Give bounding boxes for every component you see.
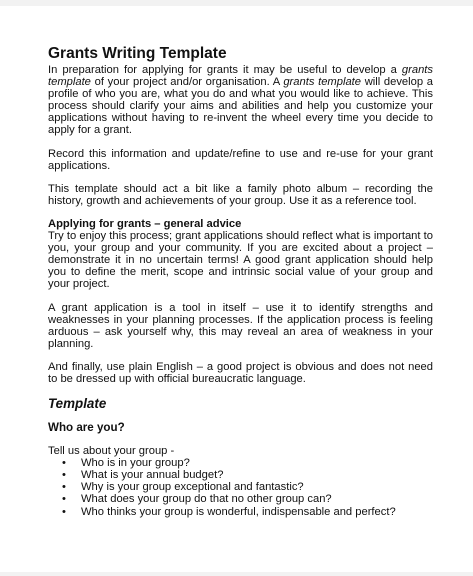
intro-paragraph-2: Record this information and update/refine to use and re-use for your grant applications. <box>48 147 433 172</box>
list-item-text: What is your annual budget? <box>81 469 224 482</box>
advice-paragraph-2: A grant application is a tool in itself – use it to identify strengths and weaknesses in your planning processes. If the application process is feeling arduous – ask yourself why, this may reveal an area of weakness in your planning. <box>48 301 433 350</box>
list-item-text: Who thinks your group is wonderful, indispensable and perfect? <box>81 505 396 518</box>
list-item <box>48 457 433 469</box>
intro-emphasis-2: grants template <box>283 76 362 89</box>
list-item <box>48 493 433 505</box>
template-heading: Template <box>48 396 107 412</box>
advice-paragraph-3: And finally, use plain English – a good project is obvious and does not need to be dressed up with official bureaucratic language. <box>48 360 433 385</box>
intro-text-c: of your project and/or organisation. A <box>90 76 284 89</box>
bottom-margin-strip <box>0 572 473 576</box>
advice-paragraph-1: Try to enjoy this process; grant applications should reflect what is important to you, your group and your community. If you are excited about a project – demonstrate it in no uncertain terms! A good grant application should help you to define the merit, scope and intrinsic social value of your group and your project. <box>48 230 433 291</box>
list-item <box>48 506 433 518</box>
list-item-text: Why is your group exceptional and fantastic? <box>81 481 304 494</box>
bullet-icon: • <box>62 481 66 494</box>
intro-text-a: In preparation for applying for grants it may be useful to develop a <box>48 64 402 76</box>
bullet-icon: • <box>62 505 66 518</box>
intro-emphasis-1: grants template <box>48 64 433 89</box>
who-are-you-heading: Who are you? <box>48 421 125 435</box>
intro-text-e: will develop a profile of who you are, what you do and what you would like to achieve. This process should clarify your aims and abilities and help you customize your applications without having to re-invent the wheel every time you decide to apply for a grant. <box>48 76 433 137</box>
intro-paragraph-3: This template should act a bit like a family photo album – recording the history, growth and achievements of your group. Use it as a reference tool. <box>48 182 433 207</box>
intro-paragraph-1 <box>48 64 433 137</box>
template-lead-text: Tell us about your group - <box>48 445 175 458</box>
bullet-icon: • <box>62 457 66 470</box>
page-title: Grants Writing Template <box>48 45 227 62</box>
list-item <box>48 469 433 481</box>
bullet-icon: • <box>62 469 66 482</box>
bullet-icon: • <box>62 493 66 506</box>
list-item-text: What does your group do that no other group can? <box>81 493 332 506</box>
list-item-text: Who is in your group? <box>81 457 190 470</box>
document-body <box>48 44 433 518</box>
question-list <box>48 457 433 517</box>
list-item <box>48 481 433 493</box>
advice-heading: Applying for grants – general advice <box>48 217 242 230</box>
top-margin-strip <box>0 0 473 6</box>
